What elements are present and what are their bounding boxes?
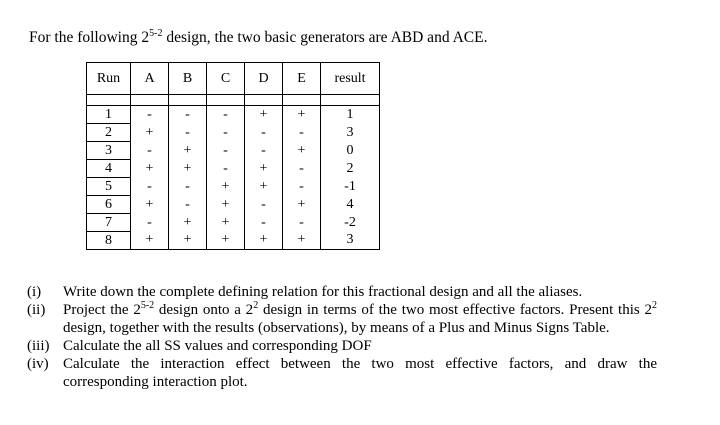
cell-b: - (169, 196, 207, 214)
cell-run: 2 (87, 124, 131, 142)
table-body (87, 106, 380, 250)
question-text-part: Write down the complete defining relation for this fractional design and all the aliases. (63, 284, 583, 300)
cell-a: - (131, 178, 169, 196)
cell-b: - (169, 178, 207, 196)
cell-d: - (245, 196, 283, 214)
question-exponent: 5-2 (140, 300, 155, 311)
cell-run: 8 (87, 232, 131, 250)
cell-e: - (283, 160, 321, 178)
cell-result: 1 (321, 106, 380, 124)
cell-result: 3 (321, 124, 380, 142)
question-text (63, 337, 657, 355)
question-exponent: 2 (651, 300, 657, 311)
cell-run: 5 (87, 178, 131, 196)
cell-run: 7 (87, 214, 131, 232)
intro-text-before: For the following 2 (29, 29, 150, 46)
cell-a: - (131, 106, 169, 124)
cell-d: + (245, 178, 283, 196)
intro-exponent: 5-2 (149, 28, 163, 39)
header-run: Run (87, 63, 131, 95)
question-text-part: design, together with the results (observations), by means of a Plus and Minus Signs Table. (63, 320, 610, 336)
cell-a: + (131, 124, 169, 142)
cell-b: - (169, 124, 207, 142)
cell-result: -1 (321, 178, 380, 196)
design-table (86, 62, 380, 250)
header-a: A (131, 63, 169, 95)
table-row (87, 142, 380, 160)
cell-e: + (283, 142, 321, 160)
cell-d: + (245, 232, 283, 250)
problem-intro (29, 29, 487, 47)
cell-a: + (131, 196, 169, 214)
cell-run: 4 (87, 160, 131, 178)
cell-a: + (131, 160, 169, 178)
cell-result: -2 (321, 214, 380, 232)
cell-b: + (169, 142, 207, 160)
cell-c: + (207, 232, 245, 250)
cell-a: + (131, 232, 169, 250)
cell-c: - (207, 160, 245, 178)
cell-d: - (245, 142, 283, 160)
cell-e: - (283, 178, 321, 196)
question-list (27, 283, 657, 391)
table-row (87, 178, 380, 196)
cell-b: + (169, 160, 207, 178)
question-number: (ii) (27, 302, 46, 318)
question-text-part: design onto a 2 (154, 302, 254, 318)
question-text-part: Project the 2 (63, 302, 141, 318)
question-text-part: Calculate the all SS values and corresponding DOF (63, 338, 372, 354)
cell-d: + (245, 160, 283, 178)
question-item (27, 355, 657, 391)
table-row (87, 124, 380, 142)
table-row (87, 106, 380, 124)
cell-e: - (283, 214, 321, 232)
header-result: result (321, 63, 380, 95)
cell-c: - (207, 142, 245, 160)
question-exponent: 2 (253, 300, 259, 311)
cell-result: 0 (321, 142, 380, 160)
cell-e: - (283, 124, 321, 142)
cell-b: + (169, 232, 207, 250)
question-number: (i) (27, 284, 42, 300)
header-d: D (245, 63, 283, 95)
cell-c: + (207, 196, 245, 214)
cell-run: 3 (87, 142, 131, 160)
cell-c: + (207, 214, 245, 232)
header-e: E (283, 63, 321, 95)
cell-c: - (207, 124, 245, 142)
cell-d: + (245, 106, 283, 124)
question-text (63, 283, 657, 301)
intro-text-after: design, the two basic generators are ABD and ACE. (162, 29, 488, 46)
cell-b: - (169, 106, 207, 124)
table-row (87, 232, 380, 250)
header-c: C (207, 63, 245, 95)
cell-c: - (207, 106, 245, 124)
table-row (87, 160, 380, 178)
question-text-part: design in terms of the two most effective factors. Present this 2 (258, 302, 652, 318)
cell-e: + (283, 106, 321, 124)
question-number: (iv) (27, 356, 49, 372)
cell-d: - (245, 124, 283, 142)
cell-d: - (245, 214, 283, 232)
question-item (27, 337, 657, 355)
table-spacer-row (87, 95, 380, 106)
question-item (27, 283, 657, 301)
question-text-part: Calculate the interaction effect between the two most effective factors, and draw the corresponding interaction plot. (63, 356, 657, 390)
cell-b: + (169, 214, 207, 232)
cell-a: - (131, 142, 169, 160)
cell-result: 3 (321, 232, 380, 250)
question-item (27, 301, 657, 337)
table-row (87, 214, 380, 232)
table-row (87, 196, 380, 214)
cell-run: 6 (87, 196, 131, 214)
cell-run: 1 (87, 106, 131, 124)
cell-a: - (131, 214, 169, 232)
cell-result: 4 (321, 196, 380, 214)
table-header-row (87, 63, 380, 95)
question-number: (iii) (27, 338, 50, 354)
question-text (63, 355, 657, 391)
cell-result: 2 (321, 160, 380, 178)
cell-e: + (283, 196, 321, 214)
cell-c: + (207, 178, 245, 196)
question-text (63, 301, 657, 337)
header-b: B (169, 63, 207, 95)
cell-e: + (283, 232, 321, 250)
